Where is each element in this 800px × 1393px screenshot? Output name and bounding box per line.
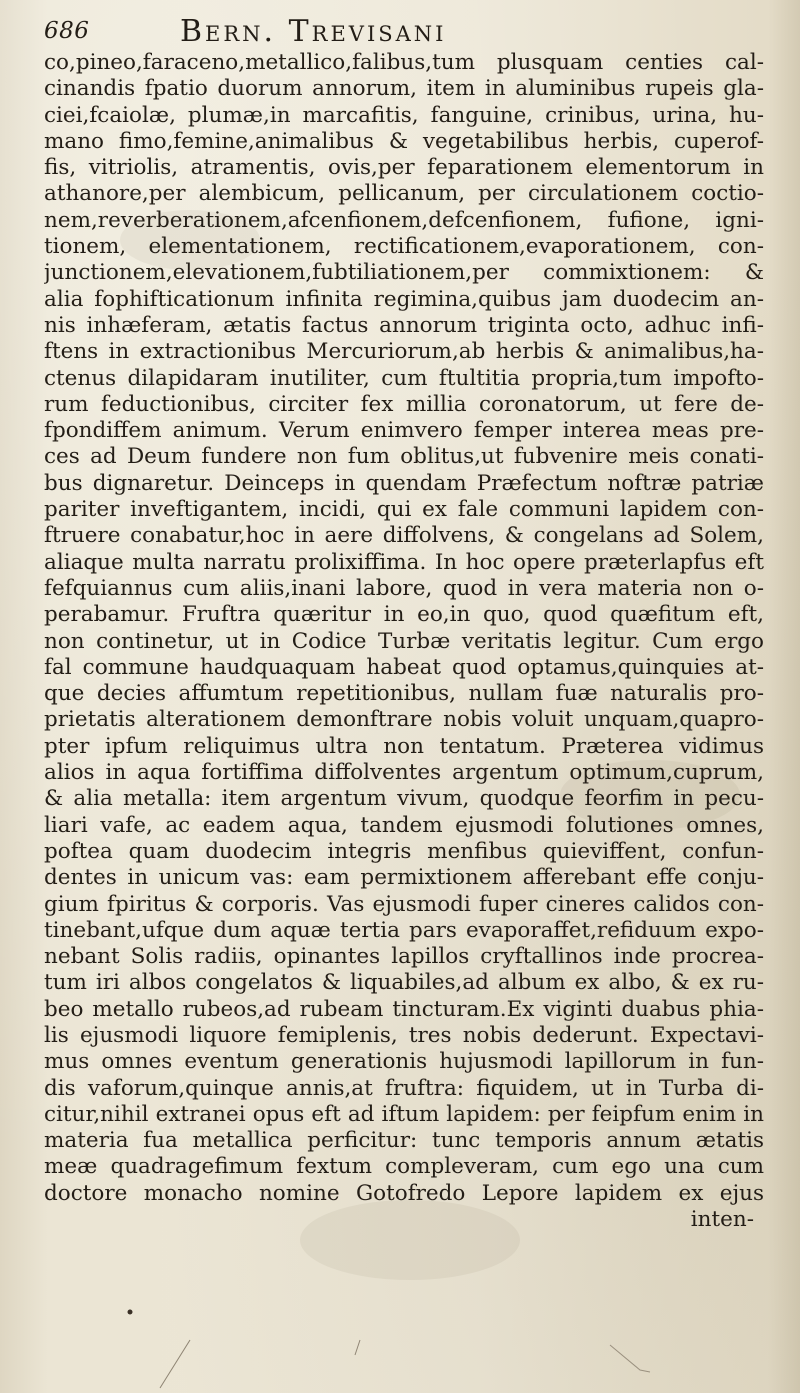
text-line: tionem, elementationem, rectificationem,evaporationem, con- <box>44 234 764 260</box>
page-number: 686 <box>44 18 90 44</box>
text-line: fis, vitriolis, atramentis, ovis,per feparationem elementorum in <box>44 155 764 181</box>
text-line: bus dignaretur. Deinceps in quendam Præfectum noftræ patriæ <box>44 470 764 496</box>
text-line: mano fimo,femine,animalibus & vegetabilibus herbis, cuperof- <box>44 128 764 154</box>
text-line: beo metallo rubeos,ad rubeam tincturam.Ex viginti duabus phia- <box>44 996 764 1022</box>
text-line: pariter inveftigantem, incidi, qui ex fale communi lapidem con- <box>44 497 764 523</box>
text-line: ces ad Deum fundere non fum oblitus,ut fubvenire meis conati- <box>44 444 764 470</box>
text-line: dis vaforum,quinque annis,at fruftra: fiquidem, ut in Turba di- <box>44 1075 764 1101</box>
text-line: prietatis alterationem demonftrare nobis voluit unquam,quapro- <box>44 707 764 733</box>
text-line: ctenus dilapidaram inutiliter, cum ftultitia propria,tum impofto- <box>44 365 764 391</box>
text-line: que decies affumtum repetitionibus, nullam fuæ naturalis pro- <box>44 681 764 707</box>
stray-pen-marks <box>50 1300 770 1390</box>
text-line: ciei,fcaiolæ, plumæ,in marcafitis, fanguine, crinibus, urina, hu- <box>44 102 764 128</box>
text-line: dentes in unicum vas: eam permixtionem afferebant effe conju- <box>44 865 764 891</box>
text-line: junctionem,elevationem,fubtiliationem,per commixtionem: & <box>44 260 764 286</box>
text-line: fpondiffem animum. Verum enimvero femper interea meas pre- <box>44 418 764 444</box>
text-line: doctore monacho nomine Gotofredo Lepore lapidem ex ejus <box>44 1180 764 1206</box>
text-line: athanore,per alembicum, pellicanum, per circulationem coctio- <box>44 181 764 207</box>
text-line: meæ quadragefimum fextum compleveram, cum ego una cum <box>44 1154 764 1180</box>
body-text <box>44 50 764 1233</box>
faint-pen-stroke <box>355 1340 360 1355</box>
text-line: liari vafe, ac eadem aqua, tandem ejusmodi folutiones omnes, <box>44 812 764 838</box>
faint-pen-stroke <box>160 1340 190 1388</box>
text-line: mus omnes eventum generationis hujusmodi lapillorum in fun- <box>44 1049 764 1075</box>
text-line: nem,reverberationem,afcenfionem,defcenfionem, fufione, igni- <box>44 207 764 233</box>
text-line: gium fpiritus & corporis. Vas ejusmodi fuper cineres calidos con- <box>44 891 764 917</box>
text-line: pter ipfum reliquimus ultra non tentatum. Præterea vidimus <box>44 733 764 759</box>
text-line: perabamur. Fruftra quæritur in eo,in quo, quod quæfitum eft, <box>44 602 764 628</box>
text-line: alia fophifticationum infinita regimina,quibus jam duodecim an- <box>44 286 764 312</box>
text-line: tum iri albos congelatos & liquabiles,ad album ex albo, & ex ru- <box>44 970 764 996</box>
text-line: tinebant,ufque dum aquæ tertia pars evaporaffet,refiduum expo- <box>44 917 764 943</box>
text-line: aliaque multa narratu prolixiffima. In hoc opere præterlapfus eft <box>44 549 764 575</box>
text-line: lis ejusmodi liquore femiplenis, tres nobis dederunt. Expectavi- <box>44 1022 764 1048</box>
running-head: Bern. Trevisani <box>180 14 447 49</box>
text-line: citur,nihil extranei opus eft ad iftum lapidem: per feipfum enim in <box>44 1101 764 1127</box>
text-line: cinandis fpatio duorum annorum, item in aluminibus rupeis gla- <box>44 76 764 102</box>
catchword: inten- <box>690 1207 754 1233</box>
text-line: ftruere conabatur,hoc in aere diffolvens, & congelans ad Solem, <box>44 523 764 549</box>
text-line: non continetur, ut in Codice Turbæ veritatis legitur. Cum ergo <box>44 628 764 654</box>
ink-dot <box>128 1310 133 1315</box>
faint-pen-stroke <box>610 1345 650 1372</box>
text-line: ftens in extractionibus Mercuriorum,ab herbis & animalibus,ha- <box>44 339 764 365</box>
text-line: fefquiannus cum aliis,inani labore, quod in vera materia non o- <box>44 575 764 601</box>
text-line: co,pineo,faraceno,metallico,falibus,tum plusquam centies cal- <box>44 50 764 75</box>
text-line: materia fua metallica perficitur: tunc temporis annum ætatis <box>44 1128 764 1154</box>
text-line: rum feductionibus, circiter fex millia coronatorum, ut fere de- <box>44 391 764 417</box>
text-line: alios in aqua fortiffima diffolventes argentum optimum,cuprum, <box>44 760 764 786</box>
text-line: & alia metalla: item argentum vivum, quodque feorfim in pecu- <box>44 786 764 812</box>
text-line: fal commune haudquaquam habeat quod optamus,quinquies at- <box>44 654 764 680</box>
text-line: poftea quam duodecim integris menfibus quieviffent, confun- <box>44 838 764 864</box>
text-line: nis inhæferam, ætatis factus annorum triginta octo, adhuc infi- <box>44 312 764 338</box>
text-line: nebant Solis radiis, opinantes lapillos cryftallinos inde procrea- <box>44 944 764 970</box>
